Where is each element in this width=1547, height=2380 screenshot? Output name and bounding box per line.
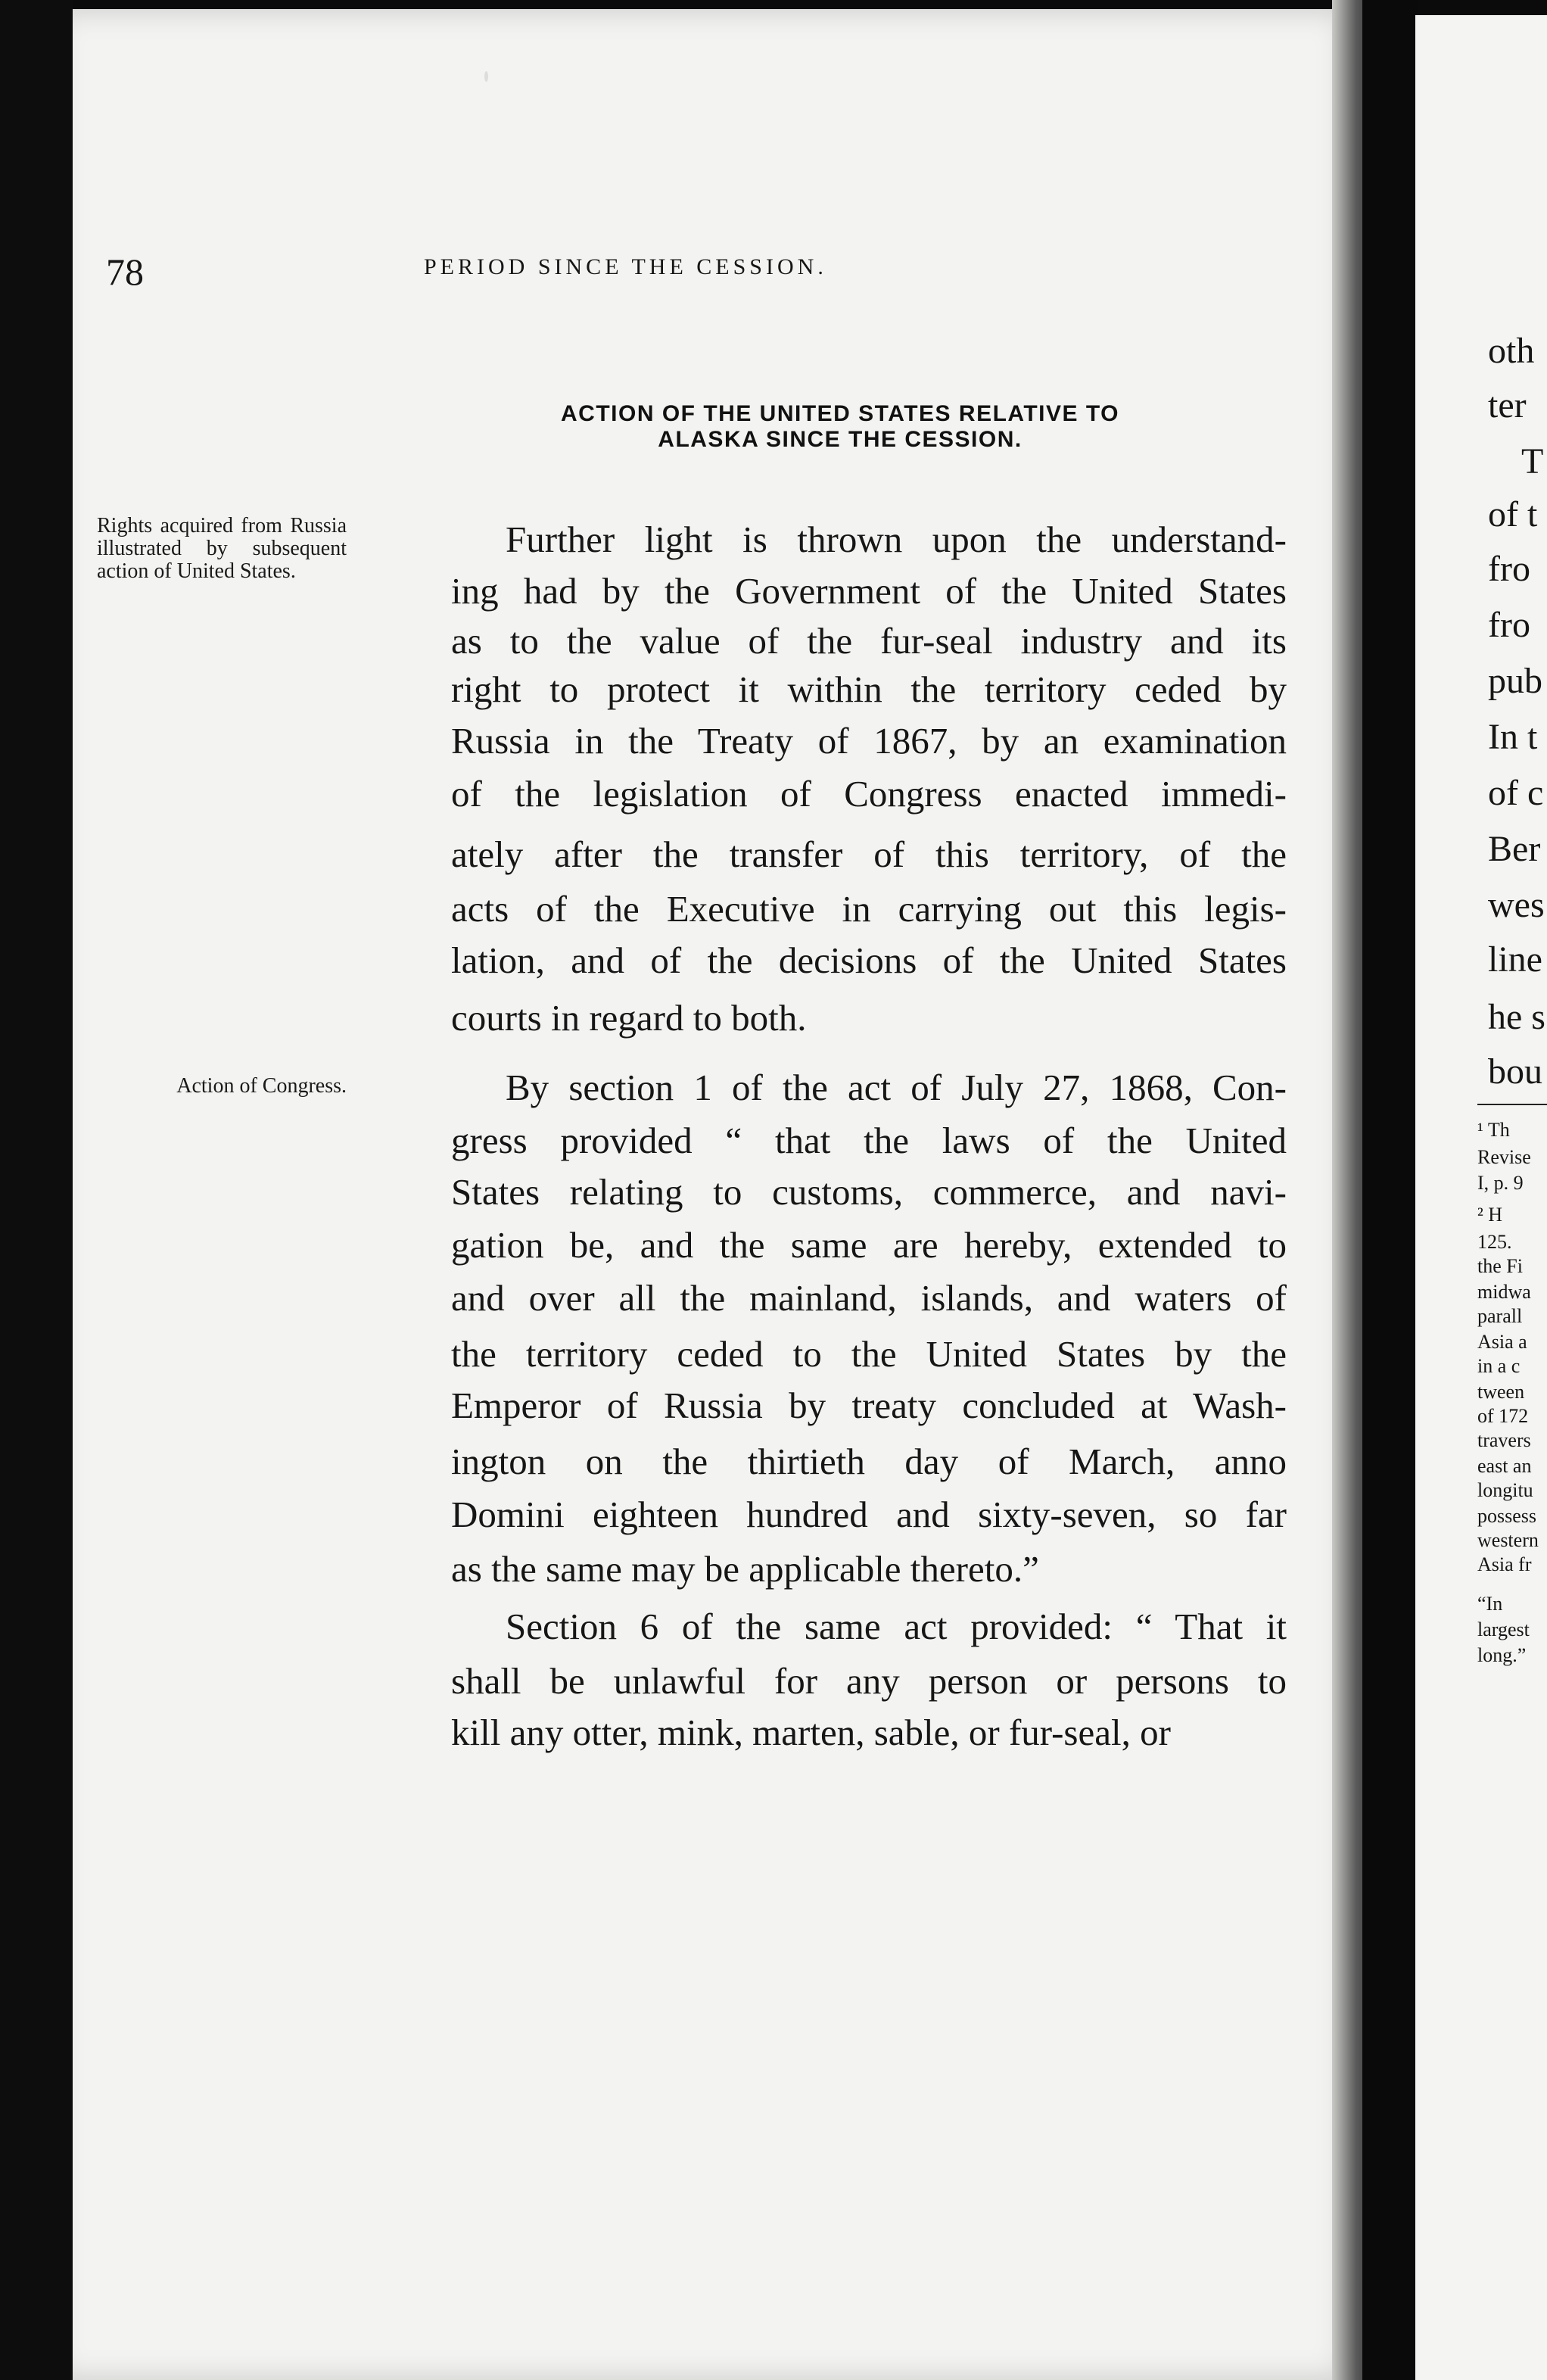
facing-page-footnote-line: “In — [1477, 1593, 1503, 1615]
page-number: 78 — [106, 251, 144, 293]
running-head: PERIOD SINCE THE CESSION. — [424, 254, 827, 279]
facing-page-footnote-line: parall — [1477, 1305, 1523, 1327]
facing-page-line: of c — [1488, 773, 1544, 813]
facing-page-line: pub — [1488, 661, 1542, 701]
facing-page-footnote-line: Asia fr — [1477, 1553, 1532, 1575]
body-line: Section 6 of the same act provided: “ That it — [506, 1606, 1287, 1647]
facing-page-footnote-line: largest — [1477, 1618, 1530, 1640]
body-line: By section 1 of the act of July 27, 1868, Con- — [506, 1067, 1287, 1108]
facing-page-footnote-line: I, p. 9 — [1477, 1172, 1524, 1194]
body-line: ately after the transfer of this territory, of the — [451, 833, 1287, 875]
facing-page-line: oth — [1488, 331, 1535, 371]
facing-page-footnote-line: east an — [1477, 1455, 1532, 1477]
facing-page-line: In t — [1488, 717, 1538, 757]
body-line: Russia in the Treaty of 1867, by an examination — [451, 720, 1287, 762]
side-note-rights: Rights acquired from Russia illustrated by subsequent action of United States. — [97, 514, 347, 583]
facing-page-line: Ber — [1488, 829, 1541, 869]
body-line: gation be, and the same are hereby, extended to — [451, 1224, 1287, 1266]
body-line: ing had by the Government of the United States — [451, 570, 1287, 612]
body-line: Further light is thrown upon the understand- — [506, 519, 1287, 560]
facing-page-line: fro — [1488, 605, 1530, 645]
body-line: lation, and of the decisions of the United States — [451, 939, 1287, 981]
facing-page-line: fro — [1488, 549, 1530, 589]
body-line: Emperor of Russia by treaty concluded at Wash- — [451, 1385, 1287, 1426]
ink-speck — [484, 71, 488, 82]
facing-page-footnote-line: long.” — [1477, 1644, 1527, 1666]
facing-page-line: line — [1488, 939, 1542, 980]
facing-page-footnote-line: tween — [1477, 1381, 1525, 1403]
facing-page-footnote-line: ² H — [1477, 1204, 1503, 1226]
facing-page-line: T — [1521, 441, 1544, 481]
facing-page-footnote-line: longitu — [1477, 1479, 1533, 1501]
facing-page-line: wes — [1488, 885, 1545, 925]
body-line: acts of the Executive in carrying out this legis- — [451, 888, 1287, 930]
section-heading-line: ACTION OF THE UNITED STATES RELATIVE TO — [561, 401, 1119, 426]
facing-page-footnote-line: of 172 — [1477, 1405, 1529, 1427]
side-note-congress: Action of Congress. — [176, 1074, 347, 1098]
section-heading — [424, 401, 1256, 453]
facing-page-footnote-line: midwa — [1477, 1281, 1531, 1303]
facing-page-footnote-line: possess — [1477, 1505, 1537, 1527]
body-line: gress provided “ that the laws of the United — [451, 1120, 1287, 1161]
body-line: Domini eighteen hundred and sixty-seven, so far — [451, 1494, 1287, 1535]
section-heading-line: ALASKA SINCE THE CESSION. — [658, 427, 1023, 452]
facing-page-line: ter — [1488, 385, 1527, 425]
facing-page-footnote-line: Asia a — [1477, 1331, 1527, 1353]
body-line: kill any otter, mink, marten, sable, or fur-seal, or — [451, 1712, 1171, 1753]
body-line: as to the value of the fur-seal industry and its — [451, 620, 1287, 662]
body-line: the territory ceded to the United States by the — [451, 1333, 1287, 1375]
footnote-rule — [1477, 1104, 1547, 1105]
facing-page-footnote-line: 125. — [1477, 1231, 1512, 1253]
facing-page-line: he s — [1488, 997, 1545, 1037]
facing-page — [1415, 15, 1547, 2380]
facing-page-footnote-line: western — [1477, 1529, 1539, 1551]
facing-page-footnote-line: ¹ Th — [1477, 1119, 1510, 1141]
facing-page-line: of t — [1488, 494, 1538, 534]
body-line: shall be unlawful for any person or persons to — [451, 1660, 1287, 1702]
body-line: States relating to customs, commerce, and navi- — [451, 1171, 1287, 1213]
body-line: ington on the thirtieth day of March, anno — [451, 1441, 1287, 1482]
facing-page-footnote-line: the Fi — [1477, 1255, 1523, 1277]
body-line: and over all the mainland, islands, and waters of — [451, 1277, 1287, 1319]
body-line: as the same may be applicable thereto.” — [451, 1548, 1039, 1590]
book-spine — [1362, 0, 1418, 2380]
facing-page-line: bou — [1488, 1051, 1542, 1092]
facing-page-footnote-line: Revise — [1477, 1146, 1531, 1168]
body-line: right to protect it within the territory ceded by — [451, 668, 1287, 710]
facing-page-footnote-line: in a c — [1477, 1355, 1521, 1377]
scan-border-left — [0, 0, 73, 2380]
body-line: courts in regard to both. — [451, 997, 807, 1039]
facing-page-footnote-line: travers — [1477, 1429, 1531, 1451]
body-line: of the legislation of Congress enacted immedi- — [451, 773, 1287, 815]
